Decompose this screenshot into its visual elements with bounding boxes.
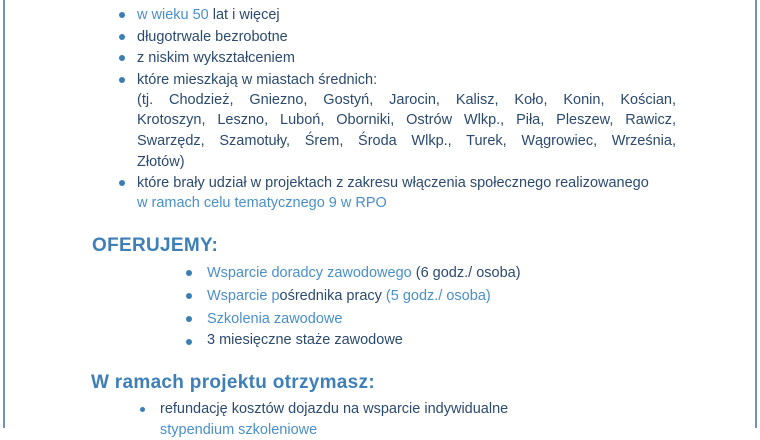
offer-item-advisor <box>207 263 521 283</box>
criteria-item-projects-cont: w ramach celu tematycznego 9 w RPO <box>137 195 387 211</box>
bullet-icon <box>186 316 192 322</box>
offer-item-training: Szkolenia zawodowe <box>207 311 343 327</box>
criteria-item-unemployed: długotrwale bezrobotne <box>137 29 288 45</box>
criteria-age-prefix: w wieku 50 <box>137 7 209 23</box>
offer-heading: OFERUJEMY: <box>92 235 219 256</box>
bullet-icon <box>119 77 125 83</box>
project-item-stipend: stypendium szkoleniowe <box>160 422 318 438</box>
offer-item-internship: 3 miesięczne staże zawodowe <box>207 332 403 348</box>
offer-advisor-hours: (6 godz./ osoba) <box>415 265 521 281</box>
criteria-item-projects: które brały udział w projektach z zakresu włączenia społecznego realizowanego <box>137 175 649 191</box>
offer-item-intermediary <box>207 286 491 306</box>
bullet-icon <box>186 270 192 276</box>
cities-line: Złotów) <box>137 154 185 170</box>
cities-line: Swarzędz, Szamotuły, Śrem, Środa Wlkp., Turek, Wągrowiec, Września, <box>137 133 676 149</box>
project-item-refund: refundację kosztów dojazdu na wsparcie indywidualne <box>160 401 509 417</box>
criteria-item-age <box>137 5 280 25</box>
offer-intermediary-label-a: Wsparcie p <box>207 288 280 304</box>
cities-line: Krotoszyn, Leszno, Luboń, Oborniki, Ostrów Wlkp., Piła, Pleszew, Rawicz, <box>137 112 676 128</box>
bullet-icon <box>119 55 125 61</box>
criteria-age-suffix: lat i więcej <box>212 7 280 23</box>
offer-intermediary-label-b: ośrednika pracy <box>279 288 382 304</box>
cities-line: (tj. Chodzież, Gniezno, Gostyń, Jarocin, Kalisz, Koło, Konin, Kościan, <box>137 92 676 108</box>
bullet-icon <box>119 34 125 40</box>
bullet-icon <box>119 12 125 18</box>
offer-advisor-label: Wsparcie doradcy zawodowego <box>207 265 412 281</box>
bullet-icon <box>186 339 192 345</box>
criteria-item-education: z niskim wykształceniem <box>137 50 295 66</box>
criteria-item-cities: które mieszkają w miastach średnich: <box>137 72 378 88</box>
bullet-icon <box>119 180 125 186</box>
bullet-icon <box>186 293 192 299</box>
bullet-icon <box>140 407 145 412</box>
project-heading: W ramach projektu otrzymasz: <box>91 372 375 393</box>
offer-intermediary-hours: (5 godz./ osoba) <box>385 288 491 304</box>
